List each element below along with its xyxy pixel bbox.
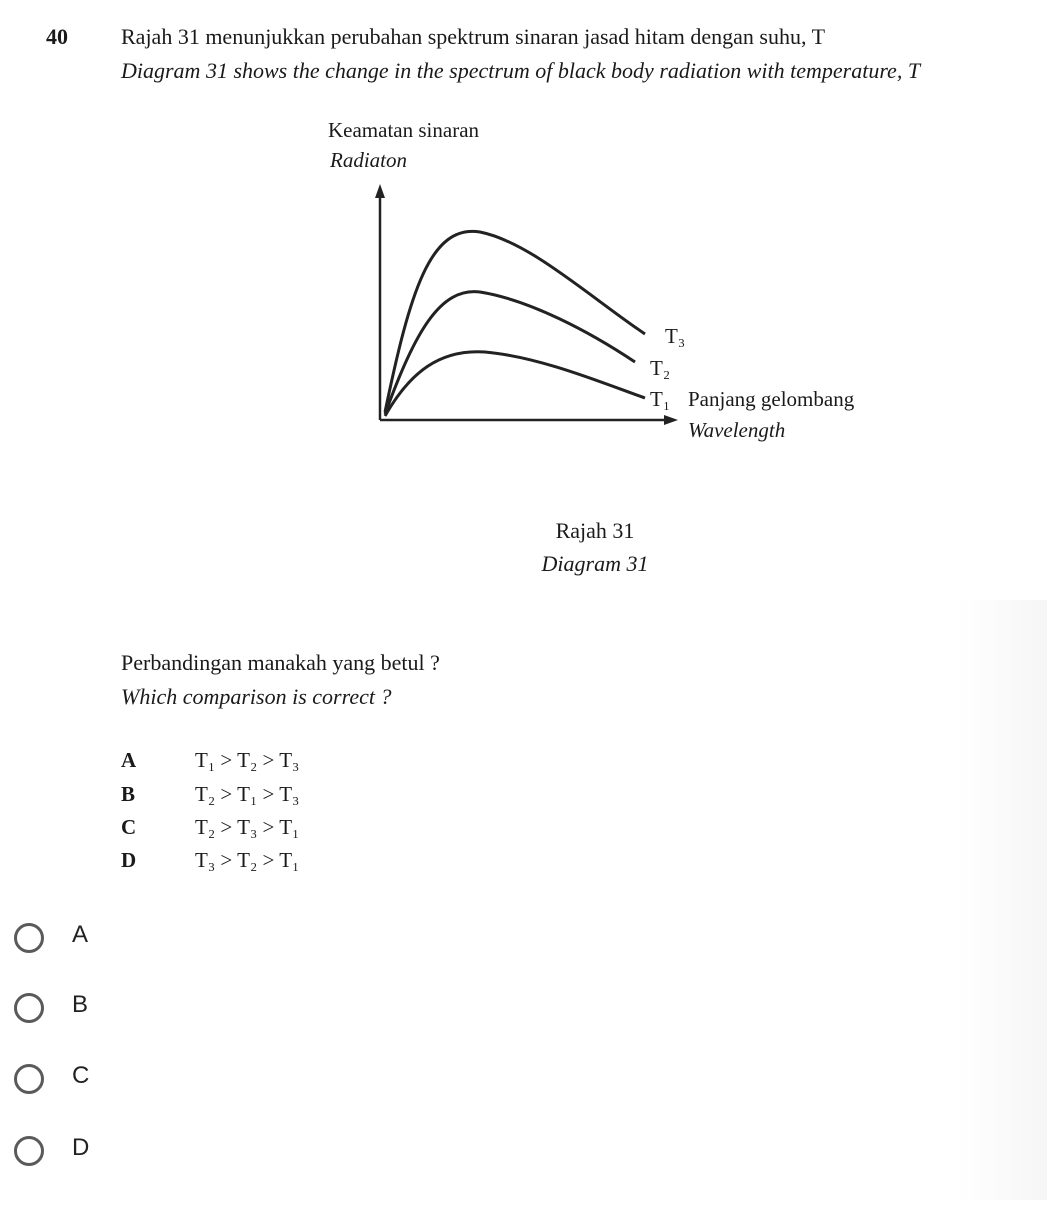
option-letter: C bbox=[121, 815, 137, 839]
radio-button-icon[interactable] bbox=[14, 1136, 44, 1166]
curve-label-t1: T₁ bbox=[650, 387, 671, 411]
choice-label[interactable]: B bbox=[72, 991, 89, 1018]
option-expression: T₁ > T₂ > T₃ bbox=[195, 748, 300, 772]
answer-choice-d[interactable] bbox=[14, 1133, 414, 1173]
option-letter: A bbox=[121, 748, 137, 772]
question-text-en: Diagram 31 shows the change in the spectrum of black body radiation with temperature, T bbox=[121, 58, 921, 83]
option-letter: D bbox=[121, 848, 137, 872]
blackbody-diagram bbox=[300, 112, 900, 472]
diagram-caption-en: Diagram 31 bbox=[541, 551, 649, 576]
answer-choice-a[interactable] bbox=[14, 920, 414, 960]
x-axis-arrow bbox=[664, 415, 678, 425]
radio-button-icon[interactable] bbox=[14, 993, 44, 1023]
curve-t2 bbox=[385, 292, 635, 414]
radio-button-icon[interactable] bbox=[14, 923, 44, 953]
y-axis-label-ms: Keamatan sinaran bbox=[328, 118, 480, 142]
choice-label[interactable]: C bbox=[72, 1062, 90, 1089]
prompt-text-en: Which comparison is correct ? bbox=[121, 684, 392, 709]
answer-choice-c[interactable] bbox=[14, 1061, 414, 1101]
edge-shade bbox=[957, 600, 1047, 1200]
answer-choice-b[interactable] bbox=[14, 990, 414, 1030]
option-letter: B bbox=[121, 782, 136, 806]
y-axis-label-en: Radiaton bbox=[330, 148, 407, 172]
option-expression: T₂ > T₃ > T₁ bbox=[195, 815, 300, 839]
y-axis-arrow bbox=[375, 184, 385, 198]
option-expression: T₂ > T₁ > T₃ bbox=[195, 782, 300, 806]
x-axis-label-en: Wavelength bbox=[688, 418, 786, 442]
x-axis-label-ms: Panjang gelombang bbox=[688, 387, 855, 411]
curve-label-t3: T₃ bbox=[665, 324, 686, 348]
radio-button-icon[interactable] bbox=[14, 1064, 44, 1094]
choice-label[interactable]: A bbox=[72, 921, 89, 948]
question-text-ms: Rajah 31 menunjukkan perubahan spektrum sinaran jasad hitam dengan suhu, T bbox=[121, 24, 826, 49]
diagram-caption-ms: Rajah 31 bbox=[555, 518, 635, 543]
curve-t1 bbox=[385, 352, 645, 416]
question-number: 40 bbox=[46, 24, 68, 49]
option-expression: T₃ > T₂ > T₁ bbox=[195, 848, 300, 872]
choice-label[interactable]: D bbox=[72, 1134, 90, 1161]
curve-label-t2: T₂ bbox=[650, 356, 671, 380]
prompt-text-ms: Perbandingan manakah yang betul ? bbox=[121, 650, 440, 675]
